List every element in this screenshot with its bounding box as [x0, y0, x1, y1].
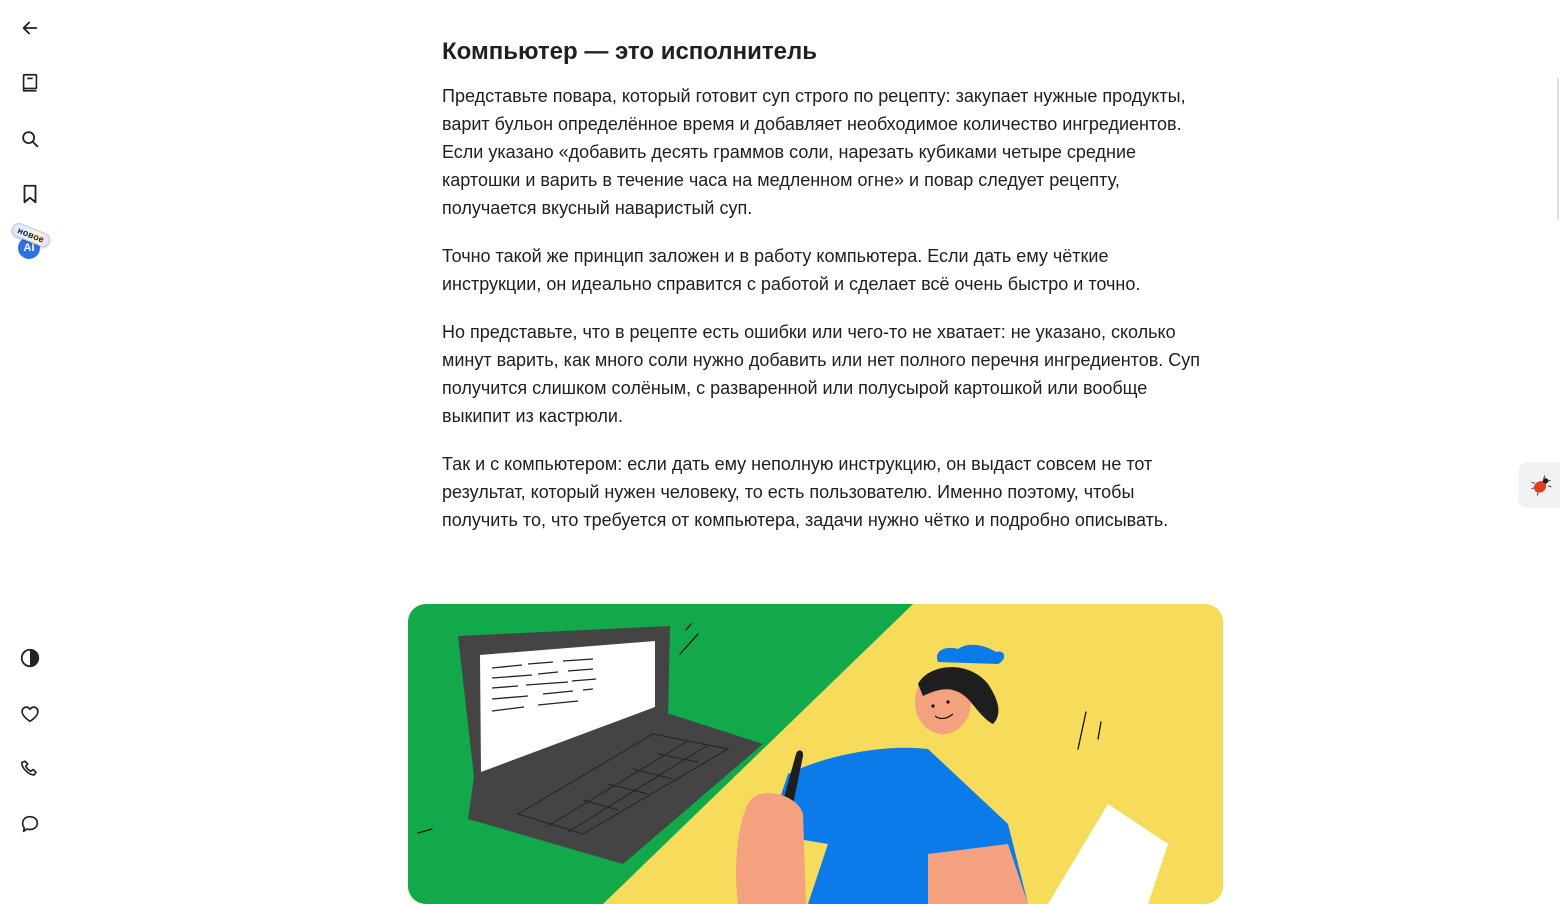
bug-report-button[interactable] — [1518, 462, 1560, 508]
contrast-icon — [19, 647, 41, 669]
new-badge: новое — [10, 221, 52, 249]
bookmark-icon — [19, 183, 41, 205]
contact-button[interactable] — [10, 749, 50, 789]
search-icon — [19, 128, 41, 150]
paragraph: Но представьте, что в рецепте есть ошибки или чего-то не хватает: не указано, сколько минут варить, как много соли нужно добавить или нет полного перечня ингредиентов. Суп получится слишком солёным, с разваренной или полусырой картошкой или вообще выкипит из кастрюли. — [442, 322, 1201, 426]
heart-icon — [19, 703, 41, 725]
paragraph: Точно такой же принцип заложен и в работу компьютера. Если дать ему чёткие инструкции, он идеально справится с работой и сделает всё очень быстро и точно. — [442, 246, 1141, 294]
scrollbar[interactable] — [1557, 78, 1559, 220]
chat-button[interactable] — [10, 804, 50, 844]
article — [442, 36, 1202, 554]
paragraph: Так и с компьютером: если дать ему неполную инструкцию, он выдаст совсем не тот результат, который нужен человеку, то есть пользователю. Именно поэтому, чтобы получить то, что требуется от компьютера, задачи нужно чётко и подробно описывать. — [442, 454, 1169, 530]
illustration — [408, 604, 1223, 904]
ai-icon: AI — [18, 237, 40, 259]
contents-button[interactable] — [10, 63, 50, 103]
chat-bubble-icon — [19, 813, 41, 835]
favorites-button[interactable] — [10, 694, 50, 734]
article-heading: Компьютер — это исполнитель — [442, 38, 817, 65]
sidebar — [0, 0, 60, 858]
back-button[interactable] — [10, 8, 50, 48]
theme-toggle-button[interactable] — [10, 638, 50, 678]
paragraph: Представьте повара, который готовит суп строго по рецепту: закупает нужные продукты, варит бульон определённое время и добавляет необходимое количество ингредиентов. Если указано «добавить десять граммов соли, нарезать кубиками четыре средние картошки и варить в течение часа на медленном огне» и повар следует рецепту, получается вкусный наваристый суп. — [442, 86, 1186, 218]
bookmarks-button[interactable] — [10, 174, 50, 214]
ladybug-icon — [1530, 474, 1552, 496]
arrow-left-icon — [19, 17, 41, 39]
book-icon — [19, 72, 41, 94]
search-button[interactable] — [10, 119, 50, 159]
ai-assistant-button[interactable] — [8, 218, 58, 264]
phone-icon — [19, 758, 41, 780]
chef-laptop-illustration — [408, 604, 1223, 904]
